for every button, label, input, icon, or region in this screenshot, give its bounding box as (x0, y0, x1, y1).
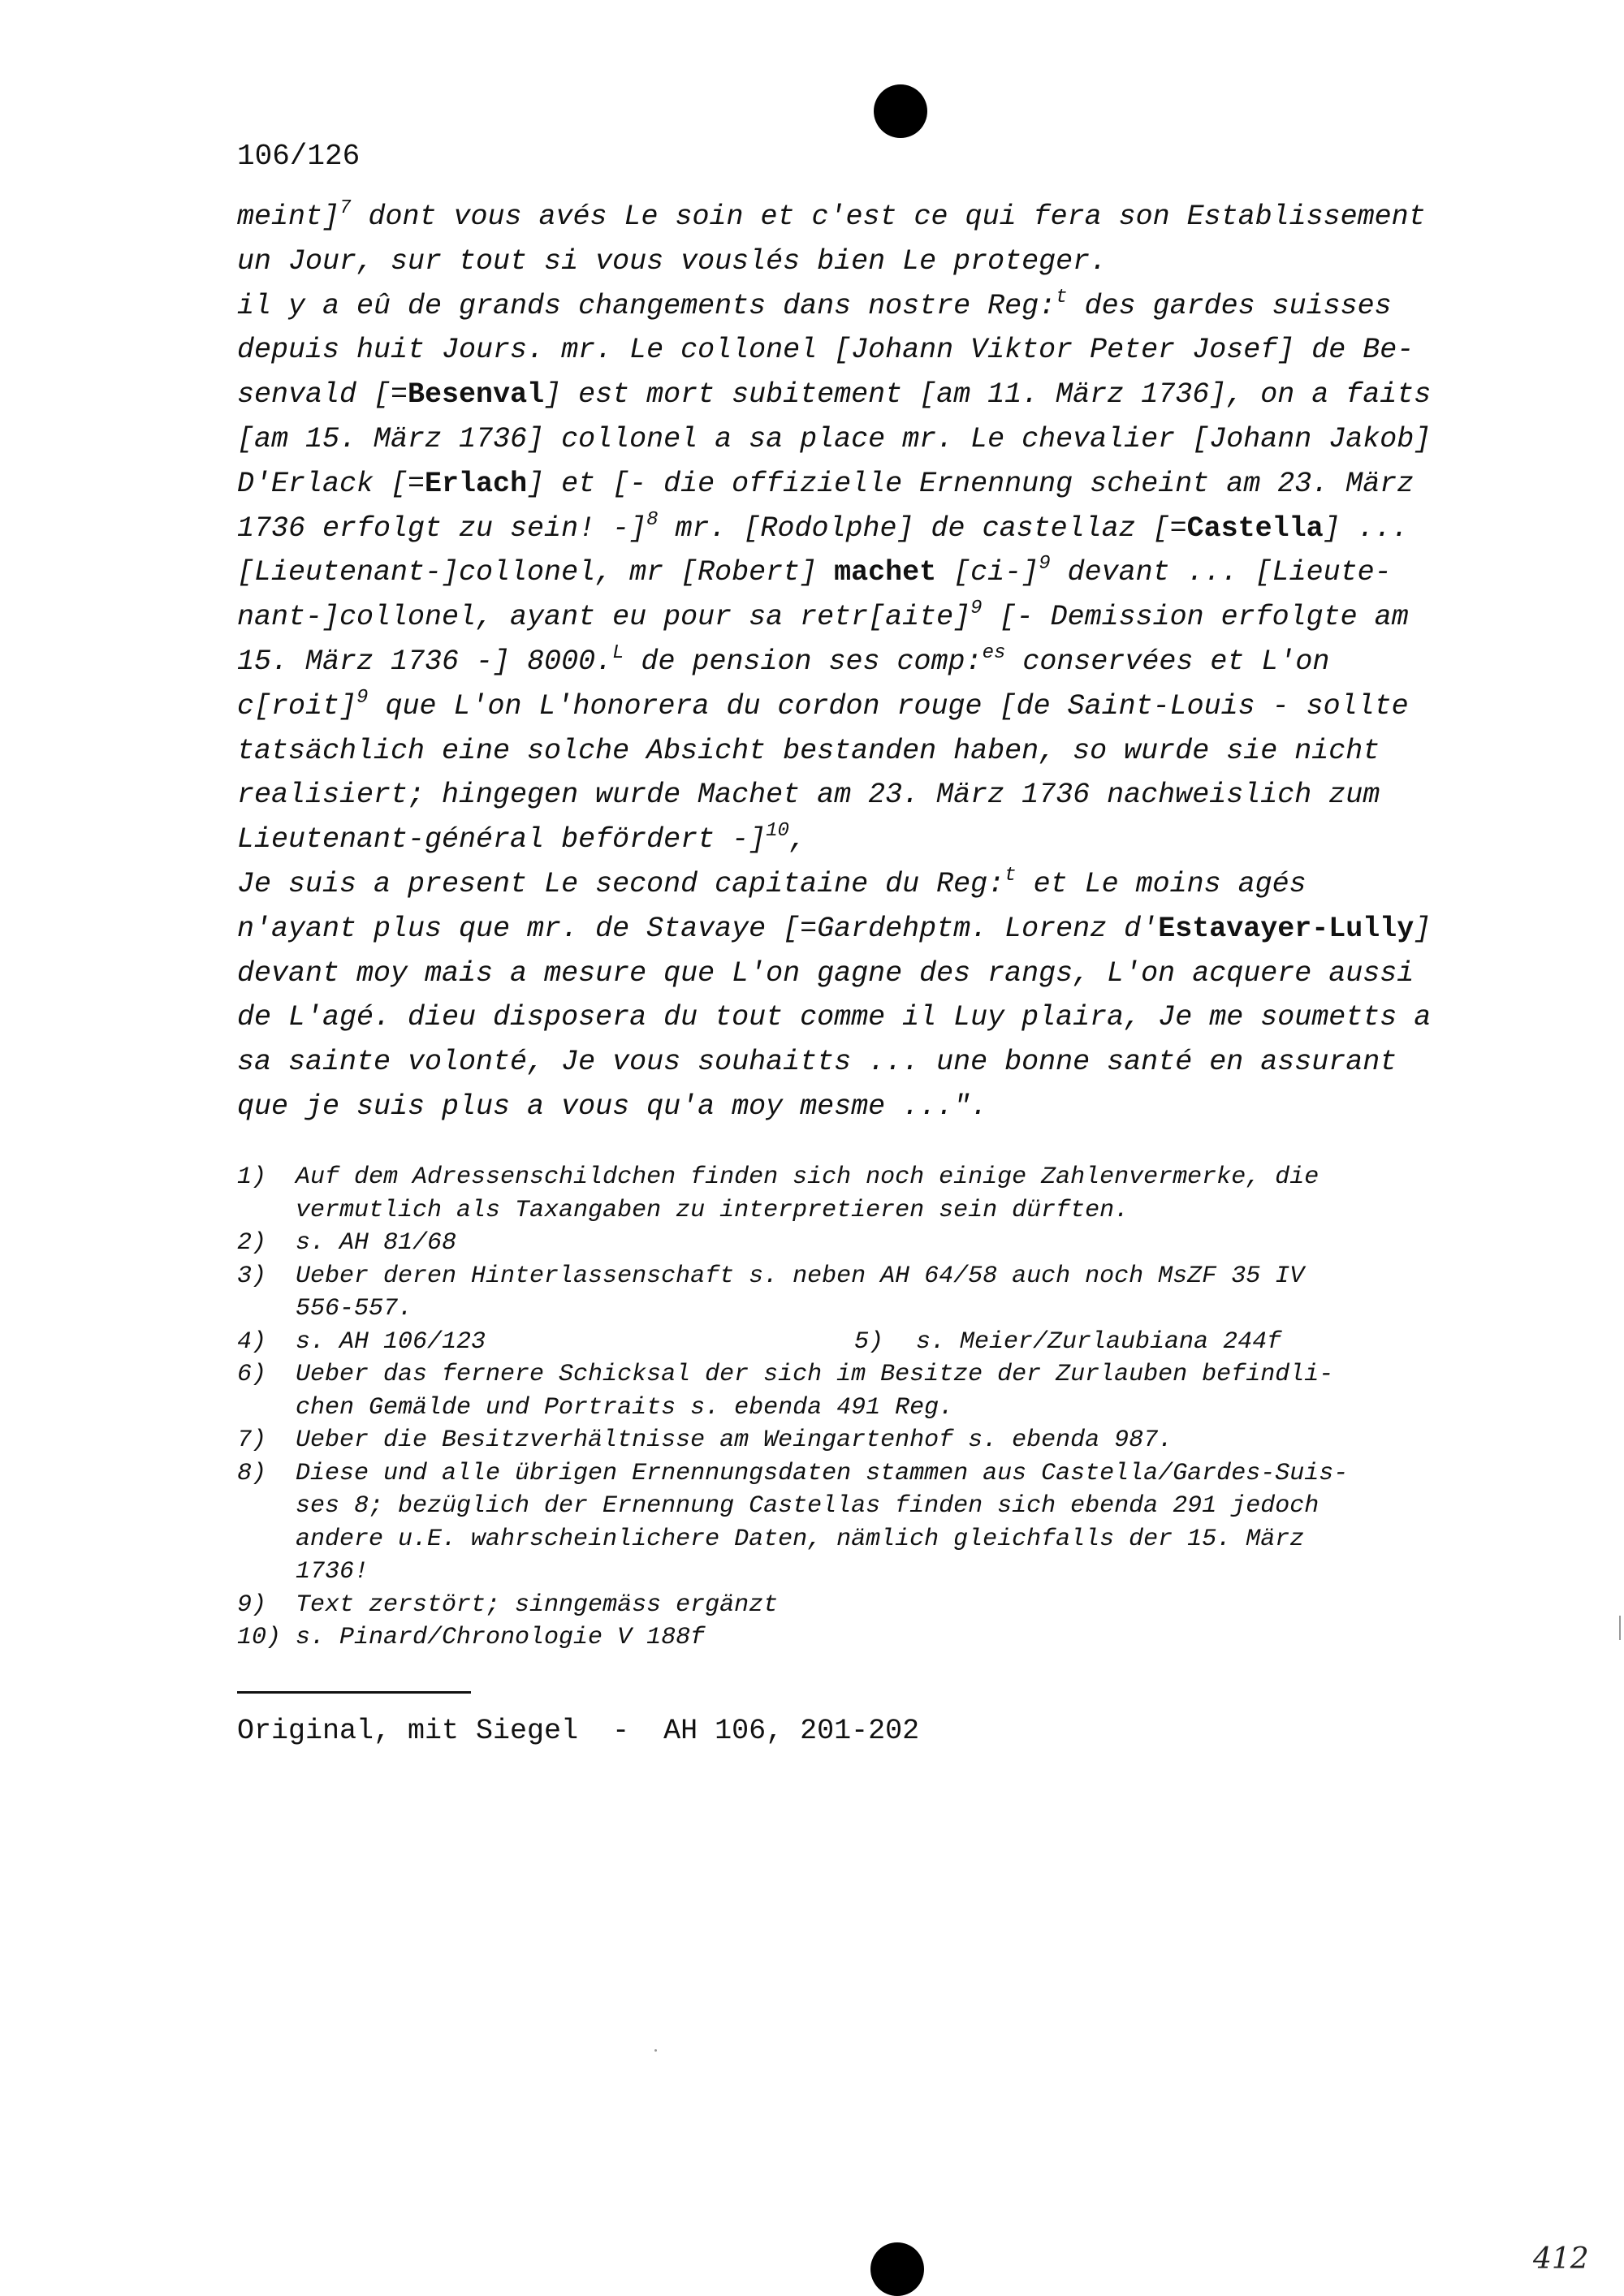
text-run: tatsächlich eine solche Absicht bestanden haben, so wurde sie nicht (237, 734, 1380, 767)
footnote-ref: t (1004, 864, 1017, 887)
body-line (237, 773, 1504, 818)
footnote-number: 9) (237, 1590, 267, 1619)
body-line (237, 373, 1504, 417)
text-run: meint] (237, 201, 340, 233)
body-line (237, 507, 1504, 551)
footnote-ref: 9 (1039, 553, 1051, 576)
document-number: 106/126 (237, 140, 361, 173)
footnote-ref: 8 (646, 508, 659, 531)
body-line (237, 907, 1504, 952)
scan-edge-mark (1619, 1616, 1621, 1640)
scan-speck (654, 2049, 657, 2052)
text-run: Lieutenant-général befördert -] (237, 823, 767, 857)
footnote-text (296, 1424, 1173, 1457)
text-run: de pension ses comp: (624, 645, 983, 678)
footnote-ref: t (1056, 286, 1068, 309)
body-line (237, 462, 1504, 507)
body-line (237, 995, 1504, 1040)
footnote-text (296, 1326, 486, 1359)
footnote-number: 5) (854, 1327, 884, 1356)
text-run: D'Erlack [= (237, 467, 425, 500)
text-run: [am 15. März 1736] collonel a sa place mr. Le chevalier [Johann Jakob] (237, 422, 1432, 455)
footnote-line: chen Gemälde und Portraits s. ebenda 491 Reg. (296, 1393, 954, 1422)
footnote-line: s. AH 81/68 (296, 1229, 457, 1257)
body-line (237, 417, 1504, 462)
text-run: [- Demission erfolgte am (982, 601, 1409, 634)
text-run: [ci-] (936, 556, 1039, 589)
text-run: il y a eû de grands changements dans nostre Reg: (237, 289, 1056, 322)
footnote-line: Ueber das fernere Schicksal der sich im Besitze der Zurlauben befindli- (296, 1361, 1334, 1388)
footnote (237, 1326, 1504, 1359)
footnote (237, 1621, 1504, 1655)
folio-number: 412 (1533, 2242, 1589, 2276)
text-run: ] ... (1323, 511, 1409, 545)
footnote-line: s. Pinard/Chronologie V 188f (296, 1624, 706, 1651)
text-run: 1736 erfolgt zu sein! -] (237, 511, 647, 545)
text-run: senvald [= (237, 378, 408, 412)
text-run: devant ... [Lieute- (1050, 556, 1392, 589)
footnote (237, 1424, 1504, 1457)
name-emphasis: Erlach (425, 467, 528, 500)
footnote-number: 7) (237, 1426, 267, 1454)
footnote-ref: 9 (970, 598, 983, 620)
name-emphasis: Besenval (408, 378, 545, 412)
body-line (237, 195, 1504, 240)
footnote-line: 1736! (296, 1558, 369, 1586)
footnote-ref: 7 (339, 197, 352, 219)
footnote-number: 8) (237, 1459, 267, 1487)
text-run: ] (1414, 912, 1432, 945)
body-line (237, 818, 1504, 862)
footnote-number: 1) (237, 1163, 267, 1191)
text-run: devant moy mais a mesure que L'on gagne des rangs, L'on acquere aussi (237, 956, 1415, 990)
body-line (237, 550, 1504, 595)
footnote-text (296, 1161, 1319, 1227)
text-run: et Le moins agés (1016, 867, 1307, 900)
punch-hole-bottom (870, 2242, 924, 2296)
name-emphasis: Estavayer-Lully (1158, 912, 1415, 945)
footnotes (237, 1161, 1504, 1655)
footnote-number: 10) (237, 1624, 282, 1651)
footnote-line: 556-557. (296, 1295, 413, 1323)
footnote (237, 1227, 1504, 1260)
body-line (237, 640, 1504, 684)
footnote-line: Ueber deren Hinterlassenschaft s. neben AH 64/58 auch noch MsZF 35 IV (296, 1262, 1305, 1290)
footnote-ref: 9 (356, 686, 369, 709)
text-run: conservées et L'on (1005, 645, 1330, 678)
name-emphasis: machet (834, 556, 937, 589)
footnote (854, 1326, 1281, 1359)
footnote-text (296, 1457, 1348, 1589)
text-run: ] est mort subitement [am 11. März 1736], on a faits (544, 378, 1432, 412)
text-run: nant-]collonel, ayant eu pour sa retr[aite] (237, 601, 971, 634)
body-line (237, 240, 1504, 284)
footnote (237, 1589, 1504, 1622)
source-note: Original, mit Siegel - AH 106, 201-202 (237, 1715, 920, 1747)
body-line (237, 952, 1504, 996)
body-line (237, 862, 1504, 907)
text-run: dont vous avés Le soin et c'est ce qui fera son Establissement (351, 201, 1426, 233)
text-run: depuis huit Jours. mr. Le collonel [Johann Viktor Peter Josef] de Be- (237, 334, 1415, 367)
body-line (237, 328, 1504, 373)
footnote-line: vermutlich als Taxangaben zu interpretieren sein dürften. (296, 1196, 1129, 1224)
text-run: des gardes suisses (1067, 289, 1392, 322)
footnote-text (296, 1260, 1304, 1326)
footnote (237, 1457, 1504, 1589)
text-run: Je suis a present Le second capitaine du Reg: (237, 867, 1005, 900)
text-run: sa sainte volonté, Je vous souhaitts ... une bonne santé en assurant (237, 1046, 1397, 1079)
footnote-text (296, 1227, 456, 1260)
footnote (237, 1358, 1504, 1424)
text-run: 15. März 1736 -] 8000. (237, 645, 613, 678)
body-line (237, 684, 1504, 729)
text-run: , (788, 823, 806, 857)
text-run: mr. [Rodolphe] de castellaz [= (658, 511, 1187, 545)
footnote-ref: es (982, 641, 1006, 664)
footnote-ref: 10 (766, 820, 789, 843)
name-emphasis: Castella (1186, 511, 1324, 545)
footnote-line: Ueber die Besitzverhältnisse am Weingartenhof s. ebenda 987. (296, 1426, 1173, 1454)
text-run: de L'agé. dieu disposera du tout comme il Luy plaira, Je me soumetts a (237, 1001, 1432, 1034)
footnote (237, 1260, 1504, 1326)
footnote-line: andere u.E. wahrscheinlichere Daten, nämlich gleichfalls der 15. März (296, 1525, 1305, 1553)
punch-hole-top (874, 84, 927, 138)
footnote-number: 3) (237, 1262, 267, 1290)
body-line (237, 729, 1504, 774)
text-run: un Jour, sur tout si vous vouslés bien Le proteger. (237, 244, 1108, 278)
footnote-number: 6) (237, 1361, 267, 1388)
footnote-line: ses 8; bezüglich der Ernennung Castellas finden sich ebenda 291 jedoch (296, 1492, 1320, 1520)
text-run: [Lieutenant-]collonel, mr [Robert] (237, 556, 835, 589)
text-run: realisiert; hingegen wurde Machet am 23. März 1736 nachweislich zum (237, 779, 1380, 812)
footnote-text (296, 1358, 1333, 1424)
footnote-number: 4) (237, 1327, 267, 1356)
footnote-line: Auf dem Adressenschildchen finden sich noch einige Zahlenvermerke, die (296, 1163, 1320, 1191)
body-line (237, 1085, 1504, 1129)
footnote (237, 1161, 1504, 1227)
source-divider (237, 1691, 471, 1694)
text-run: ] et [- die offizielle Ernennung scheint am 23. März (527, 467, 1415, 500)
letter-body (237, 195, 1504, 1129)
footnote-line: s. AH 106/123 (296, 1327, 486, 1356)
footnote-ref: L (612, 641, 624, 664)
footnote-line: Diese und alle übrigen Ernennungsdaten stammen aus Castella/Gardes-Suis- (296, 1459, 1349, 1487)
body-line (237, 284, 1504, 329)
text-run: n'ayant plus que mr. de Stavaye [=Gardehptm. Lorenz d' (237, 912, 1159, 945)
text-run: c[roit] (237, 689, 357, 723)
footnote-text (296, 1621, 705, 1655)
body-line (237, 1040, 1504, 1085)
footnote-text (296, 1589, 778, 1622)
footnote-line: s. Meier/Zurlaubiana 244f (916, 1327, 1282, 1356)
text-run: que je suis plus a vous qu'a moy mesme ...". (237, 1090, 988, 1123)
footnote-number: 2) (237, 1229, 267, 1257)
body-line (237, 595, 1504, 640)
text-run: que L'on L'honorera du cordon rouge [de Saint-Louis - sollte (368, 689, 1409, 723)
footnote-line: Text zerstört; sinngemäss ergänzt (296, 1590, 779, 1619)
